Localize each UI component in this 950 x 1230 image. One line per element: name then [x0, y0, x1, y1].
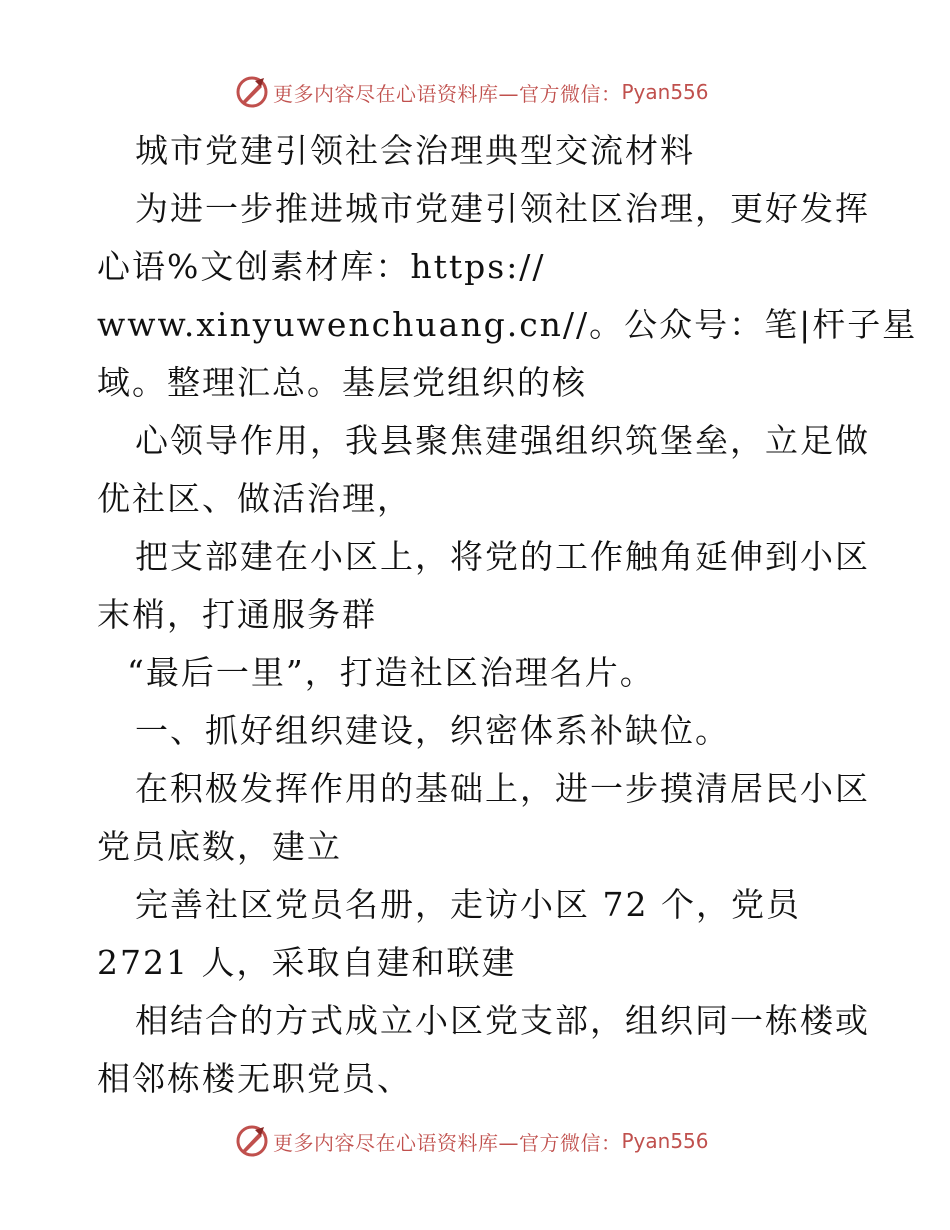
watermark-wechat-id: Pyan556: [621, 1129, 709, 1153]
text-line: 2721 人，采取自建和联建: [97, 943, 517, 982]
quill-logo-icon: [235, 1124, 269, 1158]
document-body: [97, 122, 918, 1108]
doc-title-line: 城市党建引领社会治理典型交流材料: [135, 131, 695, 170]
watermark-wechat-id: Pyan556: [621, 80, 709, 104]
watermark-text: 更多内容尽在心语资料库—官方微信：: [273, 81, 622, 106]
text-line: 把支部建在小区上，将党的工作触角延伸到小区: [135, 537, 870, 576]
header-watermark: [235, 72, 709, 112]
text-line: 党员底数，建立: [97, 827, 342, 866]
text-line: www.xinyuwenchuang.cn//。公众号：笔|杆子星: [97, 305, 918, 344]
footer-watermark: [235, 1121, 709, 1161]
text-line: 相邻栋楼无职党员、: [97, 1059, 412, 1098]
watermark-text: 更多内容尽在心语资料库—官方微信：: [273, 1130, 622, 1155]
section-heading: 一、抓好组织建设，织密体系补缺位。: [135, 711, 730, 750]
text-line: 域。整理汇总。基层党组织的核: [97, 363, 587, 402]
text-line: 在积极发挥作用的基础上，进一步摸清居民小区: [135, 769, 870, 808]
text-line: “最后一里”，打造社区治理名片。: [127, 653, 655, 692]
text-line: 相结合的方式成立小区党支部，组织同一栋楼或: [135, 1001, 870, 1040]
text-line: 心领导作用，我县聚焦建强组织筑堡垒，立足做: [135, 421, 870, 460]
text-line: 末梢，打通服务群: [97, 595, 377, 634]
text-line: 心语%文创素材库：https://: [97, 247, 546, 286]
text-line: 完善社区党员名册，走访小区 72 个，党员: [135, 885, 801, 924]
quill-logo-icon: [235, 75, 269, 109]
text-line: 为进一步推进城市党建引领社区治理，更好发挥: [135, 189, 870, 228]
text-line: 优社区、做活治理，: [97, 479, 412, 518]
